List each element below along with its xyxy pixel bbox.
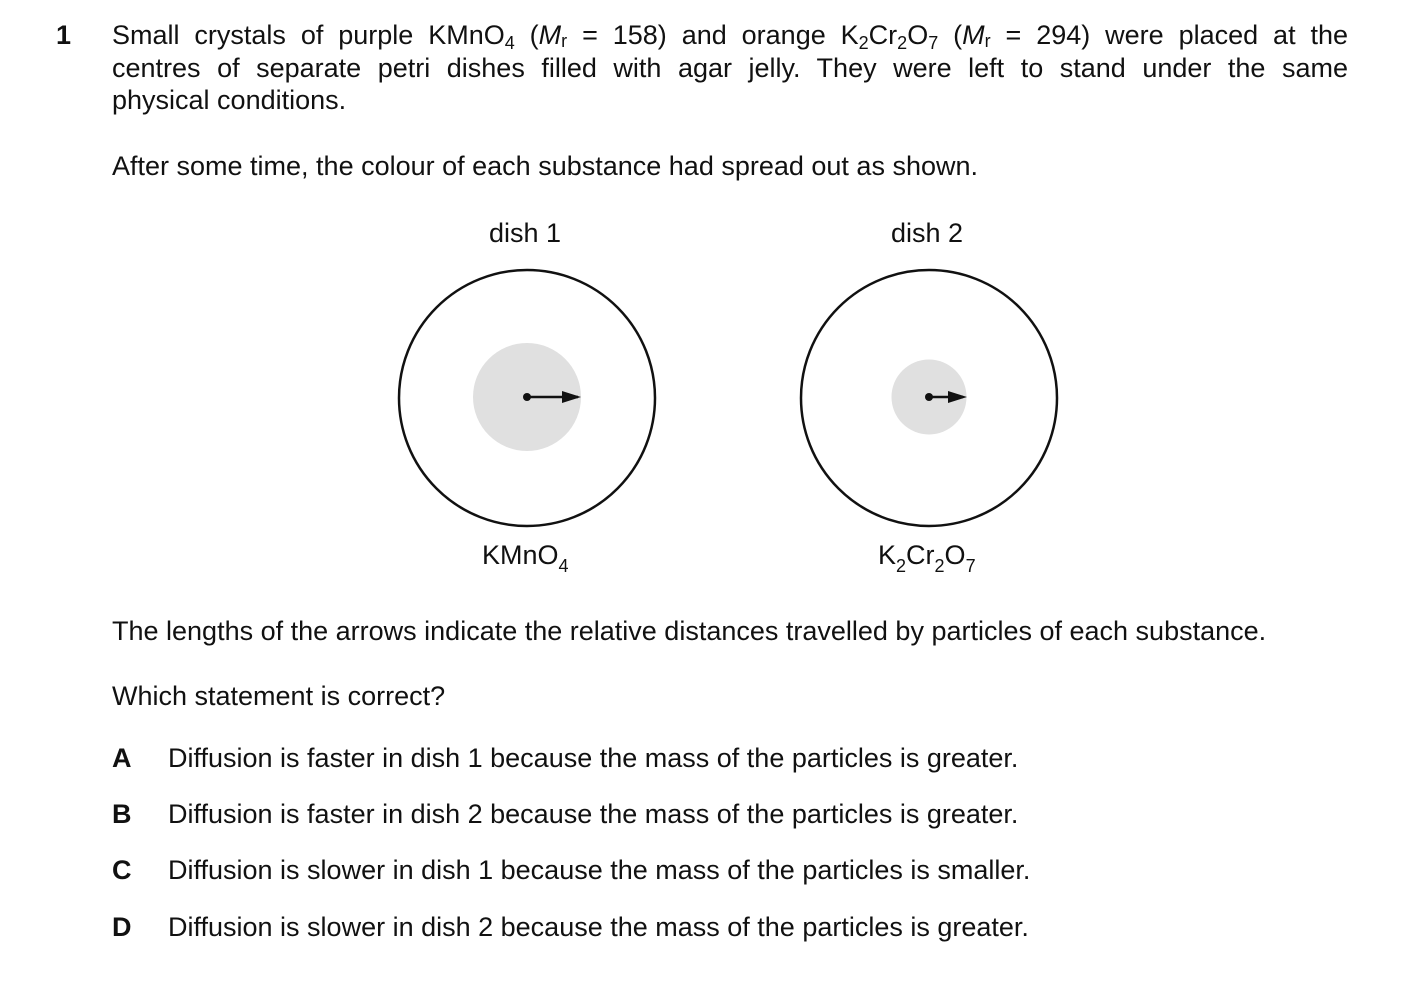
option-text: Diffusion is slower in dish 1 because the mass of the particles is smaller. (168, 855, 1031, 885)
question-prompt: Which statement is correct? (112, 681, 446, 711)
question-number: 1 (56, 20, 72, 50)
option-text: Diffusion is faster in dish 1 because the mass of the particles is greater. (168, 743, 1019, 773)
option-text: Diffusion is slower in dish 2 because the mass of the particles is greater. (168, 912, 1029, 942)
dish-2-substance-label: $K_2Cr_2O_7$ (878, 540, 976, 576)
option-text: Diffusion is faster in dish 2 because the mass of the particles is greater. (168, 799, 1019, 829)
dish-2 (801, 270, 1057, 526)
explanation-text: The lengths of the arrows indicate the relative distances travelled by particles of each substance. (112, 616, 1267, 646)
option-letter: C (112, 855, 132, 885)
dish-1-substance-label: KMnO$_4$ (482, 540, 569, 576)
intro-line-1: Small crystals of purple KMnO$_4$ $(M_r = 158)$ and orange $K_2Cr_2O_7$ $(M_r = 294)$ were placed at the (112, 20, 1349, 53)
observation-text: After some time, the colour of each substance had spread out as shown. (112, 151, 978, 181)
intro-line-2: centres of separate petri dishes filled with agar jelly. They were left to stand under the same (112, 52, 1348, 83)
option-letter: A (112, 743, 132, 773)
intro-line-3: physical conditions. (112, 85, 347, 115)
option-letter: B (112, 799, 132, 829)
dish-2-label: dish 2 (891, 218, 964, 248)
dish-1 (399, 270, 655, 526)
dish-1-label: dish 1 (489, 218, 562, 248)
option-letter: D (112, 912, 132, 942)
